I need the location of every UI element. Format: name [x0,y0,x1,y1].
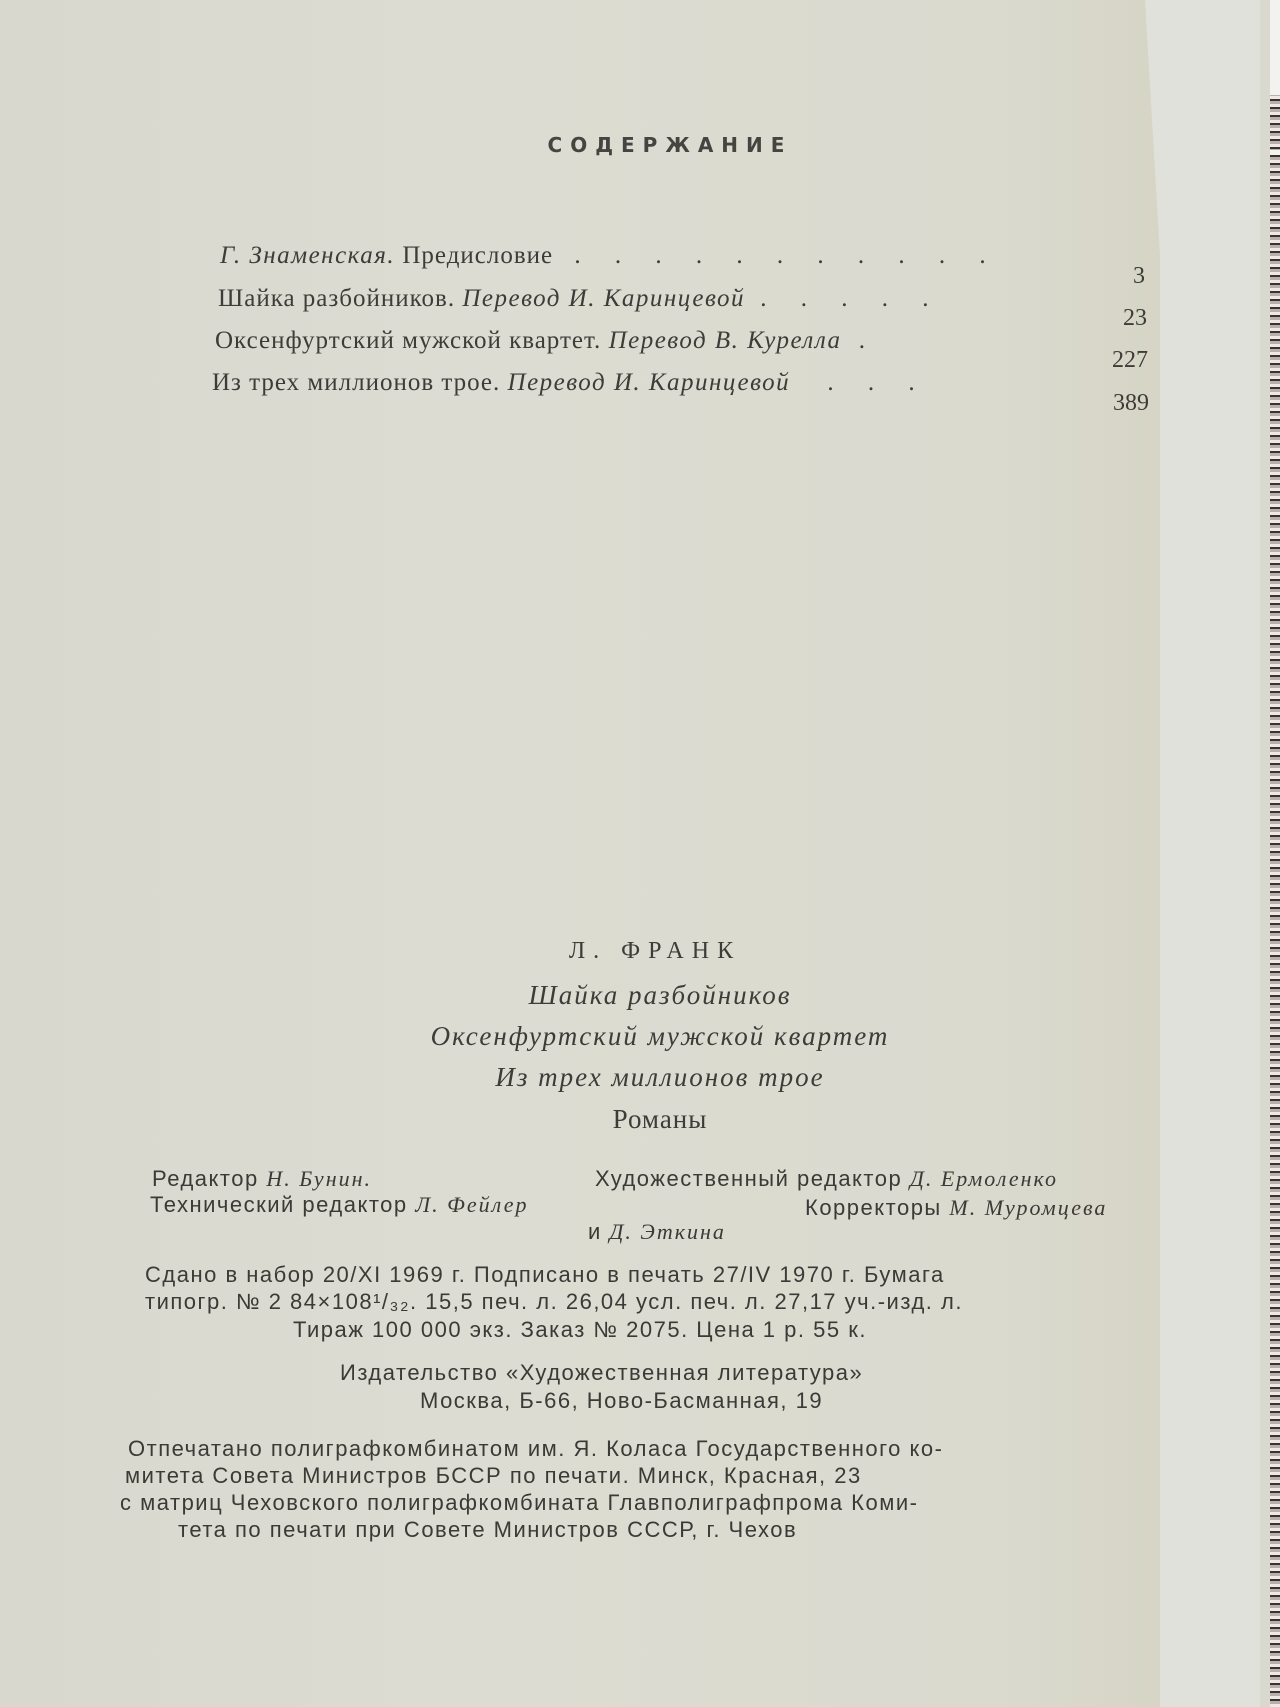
toc-title: Оксенфуртский мужской квартет. [215,327,602,354]
contents-heading: СОДЕРЖАНИЕ [547,133,793,157]
toc-entry [220,242,1000,270]
credit-tech-editor: Технический редактор Л. Фейлер [150,1192,529,1217]
credit-art-editor: Художественный редактор Д. Ермоленко [595,1166,1058,1191]
toc-leader-dots: . . . . . [760,285,943,312]
toc-leader-dots: . . . [827,369,929,396]
toc-title: Предисловие [402,242,554,269]
printer-line: митета Совета Министров БССР по печати. Минск, Красная, 23 [125,1463,862,1488]
credit-proofreaders: Корректоры М. Муромцева [805,1195,1108,1220]
toc-entry [212,369,929,397]
book-author: Л. ФРАНК [568,938,742,964]
toc-leader-dots: . . . . . . . . . . . [574,242,1000,269]
book-title-1: Шайка разбойников [528,980,792,1010]
toc-page-number: 23 [1123,305,1147,331]
printer-line: тета по печати при Совете Министров СССР, г. Чехов [178,1517,798,1542]
toc-author: Г. Знаменская. [220,242,396,269]
image-edge-artifact [1270,0,1280,1707]
toc-page-number: 3 [1133,263,1145,289]
publisher-address: Москва, Б-66, Ново-Басманная, 19 [420,1388,824,1413]
publisher-line: Издательство «Художественная литература» [340,1360,864,1385]
toc-title: Из трех миллионов трое. [212,369,501,396]
printer-line: с матриц Чеховского полиграфкомбината Главполиграфпрома Коми- [120,1490,919,1515]
credit-proofreaders-cont: и Д. Эткина [588,1219,726,1244]
print-details-line: типогр. № 2 84×108¹/₃₂. 15,5 печ. л. 26,04 усл. печ. л. 27,17 уч.-изд. л. [145,1289,963,1314]
toc-translator: Перевод И. Каринцевой [507,369,791,396]
print-details-line: Тираж 100 000 экз. Заказ № 2075. Цена 1 р. 55 к. [293,1317,867,1342]
printer-line: Отпечатано полиграфкомбинатом им. Я. Коласа Государственного ко- [128,1436,944,1461]
toc-title: Шайка разбойников. [218,285,456,312]
credit-editor: Редактор Н. Бунин. [152,1166,373,1191]
toc-entry [218,285,942,313]
toc-leader-dots: . [858,327,880,354]
toc-page-number: 227 [1112,347,1148,373]
book-title-3: Из трех миллионов трое [495,1062,825,1092]
toc-entry [215,327,879,355]
toc-translator: Перевод И. Каринцевой [462,285,745,312]
book-genre: Романы [612,1104,708,1134]
toc-translator: Перевод В. Курелла [608,327,842,354]
print-details-line: Сдано в набор 20/XI 1969 г. Подписано в печать 27/IV 1970 г. Бумага [145,1262,945,1287]
toc-page-number: 389 [1113,390,1149,416]
book-title-2: Оксенфуртский мужской квартет [430,1021,890,1051]
